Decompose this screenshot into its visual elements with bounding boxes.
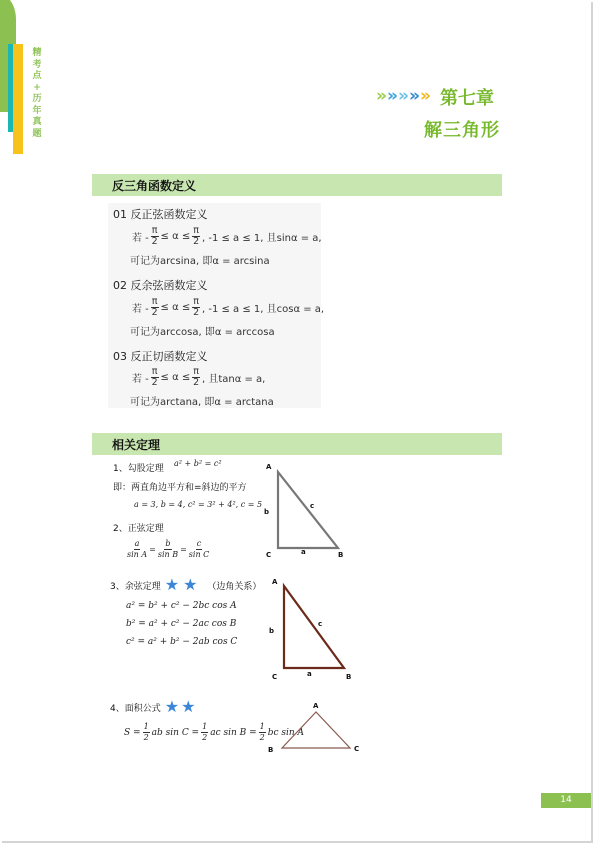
cosine-law-line: c² = a² + b² − 2ab cos C: [126, 637, 238, 647]
vertex-label: A: [266, 463, 272, 471]
side-label: b: [264, 508, 270, 516]
page-number: 14: [541, 793, 591, 808]
definition-condition: 若 - $\frac{\pi}{2}$ ≤ α ≤ $\frac{\pi}{2}$ , -1 ≤ a ≤ 1, 且sinα = a,: [132, 225, 322, 247]
pythagorean-description: 即：两直角边平方和=斜边的平方: [113, 483, 247, 493]
definition-condition: 若 - $\frac{\pi}{2}$ ≤ α ≤ $\frac{\pi}{2}$ , -1 ≤ a ≤ 1, 且cosα = a,: [132, 296, 325, 318]
side-label: c: [310, 502, 315, 510]
definition-heading: 02 反余弦函数定义: [113, 279, 208, 292]
chapter-title: 第七章: [440, 88, 494, 109]
area-formula: S = $\frac{1}{2}$ ab sin C = $\frac{1}{2}$ ac sin B = $\frac{1}{2}$ bc sin A: [124, 722, 305, 742]
area-formula-label: 4、面积公式: [110, 703, 161, 714]
star-icon: ★: [183, 575, 198, 594]
pythagorean-label: 1、勾股定理: [113, 464, 164, 474]
cosine-law-heading: [110, 577, 261, 593]
side-label: c: [318, 620, 323, 628]
chapter-subtitle: 解三角形: [424, 120, 500, 141]
definition-notation: 可记为arcsina, 即α = arcsina: [130, 256, 270, 267]
star-icon: ★: [164, 575, 180, 594]
vertex-label: C: [354, 745, 360, 753]
section-bar-inverse-trig: [92, 174, 502, 196]
vertex-label: B: [346, 673, 352, 681]
right-triangle-2: [278, 582, 350, 672]
definition-notation: 可记为arctana, 即α = arctana: [130, 397, 274, 408]
pythagorean-example: a = 3, b = 4, c² = 3² + 4², c = 5: [134, 500, 263, 509]
header-arrows: » » » » »: [376, 86, 431, 106]
side-label: b: [269, 627, 275, 635]
star-icon: ★: [164, 697, 180, 716]
vertex-label: B: [268, 746, 274, 754]
area-formula-heading: [110, 699, 195, 715]
cosine-law-note: （边角关系）: [207, 581, 262, 592]
vertex-label: A: [272, 578, 278, 586]
definition-notation: 可记为arccosa, 即α = arccosa: [130, 327, 275, 338]
definition-condition: 若 - $\frac{\pi}{2}$ ≤ α ≤ $\frac{\pi}{2}$ , 且tanα = a,: [132, 366, 266, 388]
vertex-label: A: [313, 702, 319, 710]
cosine-law-line: b² = a² + c² − 2ac cos B: [126, 619, 237, 629]
side-label: a: [301, 548, 306, 556]
triangle-3: [278, 708, 354, 752]
section-title: 相关定理: [112, 438, 161, 452]
vertex-label: C: [266, 551, 272, 559]
section-bar-theorems: [92, 433, 502, 455]
pythagorean-formula: a² + b² = c²: [174, 459, 222, 468]
section-title: 反三角函数定义: [112, 179, 197, 193]
sine-law-label: 2、正弦定理: [113, 524, 164, 534]
right-triangle-1: [272, 468, 342, 553]
sine-law-formula: $\frac{a}{\text{sin A}}$ = $\frac{b}{\text{sin B}}$ = $\frac{c}{\text{sin C}}$: [127, 539, 210, 559]
vertex-label: C: [272, 673, 278, 681]
vertex-label: B: [338, 551, 344, 559]
definition-heading: 03 反正切函数定义: [113, 350, 208, 363]
star-icon: ★: [181, 697, 196, 716]
side-tabs: [0, 0, 30, 160]
definition-heading: 01 反正弦函数定义: [113, 208, 208, 221]
sidebar-title: 精 考 点 + 历 年 真 题: [32, 48, 42, 139]
cosine-law-label: 3、余弦定理: [110, 581, 161, 592]
cosine-law-line: a² = b² + c² − 2bc cos A: [126, 601, 237, 611]
side-label: a: [307, 670, 312, 678]
